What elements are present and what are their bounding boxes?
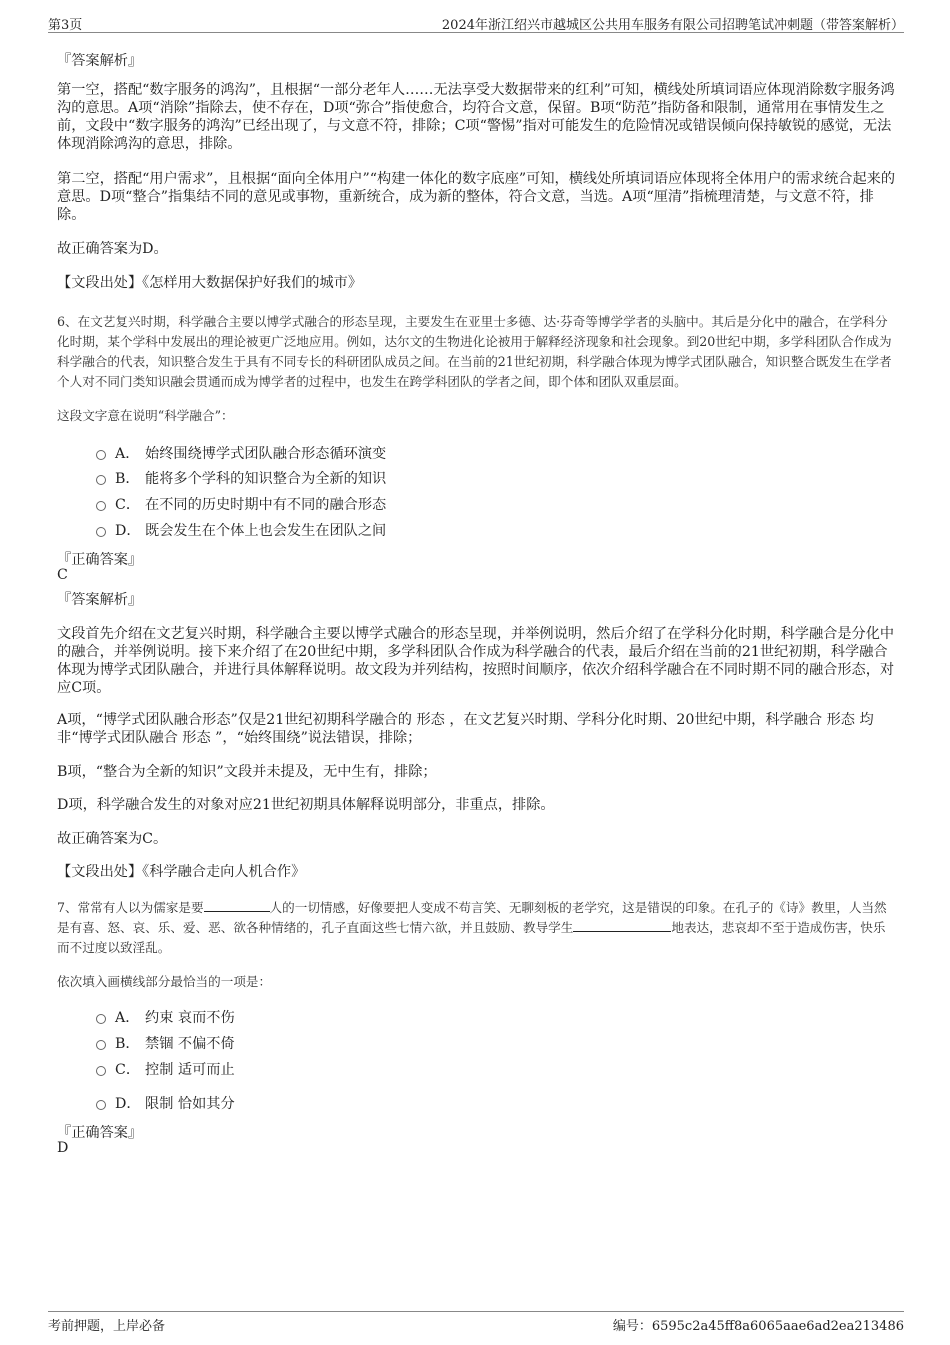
radio-icon[interactable] (96, 501, 106, 511)
q5-analysis-para2: 第二空，搭配“用户需求”，且根据“面向全体用户”“构建一体化的数字底座”可知，横线处所填词语应体现将全体用户的需求统合起来的意思。D项“整合”指集结不同的意见或事物，重新统合，成为新的整体，符合文意，当选。A项“厘清”指梳理清楚，与文意不符，排除。 (57, 171, 896, 223)
q6-analysis-para1: 文段首先介绍在文艺复兴时期，科学融合主要以博学式融合的形态呈现，并举例说明，然后介绍了在学科分化时期，科学融合是分化中的融合，并举例说明。接下来介绍了在20世纪中期，多学科团队合作成为科学融合的代表，最后介绍在当前的21世纪初期，科学融合体现为博学式团队融合，并进行具体解释说明。故文段为并列结构，按照时间顺序，依次介绍科学融合在不同时期不同的融合形态，对应C项。 (57, 626, 895, 696)
blank-1 (204, 899, 270, 912)
q5-analysis-para1: 第一空，搭配“数字服务的鸿沟”，且根据“一部分老年人……无法享受大数据带来的红利”可知，横线处所填词语应体现消除数字服务鸿沟的意思。A项“消除”指除去，使不存在，D项“弥合”指使愈合，均符合文意，保留。B项“防范”指防备和限制，通常用在事情发生之前，文段中“数字服务的鸿沟”已经出现了，与文意不符，排除；C项“警惕”指对可能发生的危险情况或错误倾向保持敏锐的感觉，无法体现消除鸿沟的意思，排除。 (57, 82, 895, 152)
q6-conclusion: 故正确答案为C。 (57, 831, 168, 847)
radio-icon[interactable] (96, 475, 106, 485)
q5-source-title: 《怎样用大数据保护好我们的城市》 (142, 275, 363, 291)
q5-source (57, 274, 897, 292)
q6-source-title: 《科学融合走向人机合作》 (142, 864, 306, 880)
q6-option-d[interactable]: D． 既会发生在个体上也会发生在团队之间 (96, 520, 386, 540)
q6-analysis-para4: D项，科学融合发生的对象对应21世纪初期具体解释说明部分，非重点，排除。 (57, 797, 555, 813)
q6-option-c[interactable]: C． 在不同的历史时期中有不同的融合形态 (96, 494, 386, 514)
q6-analysis-label: 『答案解析』 (57, 592, 143, 608)
q6-question: 这段文字意在说明“科学融合”： (57, 408, 234, 423)
radio-icon[interactable] (96, 1040, 106, 1050)
q7-stem: 7、常常有人以为儒家是要 人的一切情感，好像要把人变成不苟言笑、无聊刻板的老学究，这是错误的印象。在孔子的《诗》教里，人当然是有喜、怒、哀、乐、爱、恶、欲各种情绪的，孔子直面这些七情六欲，并且鼓励、教导学生 地表达，悲哀却不至于造成伤害，快乐而不过度以致淫乱。 (57, 900, 887, 955)
q7-option-b[interactable]: B． 禁锢 不偏不倚 (96, 1033, 235, 1053)
q6-option-a[interactable]: A． 始终围绕博学式团队融合形态循环演变 (96, 443, 386, 463)
radio-icon[interactable] (96, 1100, 106, 1110)
footer-serial: 编号：6595c2a45ff8a6065aae6ad2ea213486 (612, 1319, 904, 1334)
page-header (48, 12, 904, 33)
q5-conclusion: 故正确答案为D。 (57, 241, 168, 257)
blank-2 (573, 919, 671, 932)
q7-option-a[interactable]: A． 约束 哀而不伤 (96, 1007, 235, 1027)
document-title: 2024年浙江绍兴市越城区公共用车服务有限公司招聘笔试冲刺题（带答案解析） (441, 18, 904, 33)
q7-answer-label: 『正确答案』 (57, 1125, 143, 1141)
q6-analysis-para3: B项，“整合为全新的知识”文段并未提及，无中生有，排除； (57, 764, 437, 780)
q7-option-c[interactable]: C． 控制 适可而止 (96, 1059, 235, 1079)
radio-icon[interactable] (96, 527, 106, 537)
radio-icon[interactable] (96, 1066, 106, 1076)
footer-slogan: 考前押题，上岸必备 (48, 1319, 166, 1334)
q7-answer: D (57, 1140, 69, 1156)
page-footer (48, 1311, 904, 1334)
q6-analysis-para2: A项，“博学式团队融合形态”仅是21世纪初期科学融合的 形态 ，在文艺复兴时期、学科分化时期、20世纪中期，科学融合 形态 均非“博学式团队融合 形态 ”，“始终围绕”说法错误，排除； (57, 712, 874, 746)
q7-option-d[interactable]: D． 限制 恰如其分 (96, 1093, 235, 1113)
q6-stem: 6、在文艺复兴时期，科学融合主要以博学式融合的形态呈现，主要发生在亚里士多德、达·芬奇等博学学者的头脑中。其后是分化中的融合，在学科分化时期，某个学科中发展出的理论被更广泛地应用。例如，达尔文的生物进化论被用于解释经济现象和社会现象。到20世纪中期，多学科团队合作成为科学融合的代表，知识整合发生于具有不同专长的科研团队成员之间。在当前的21世纪初期，科学融合体现为博学式团队融合，知识整合既发生在学者个人对不同门类知识融会贯通而成为博学者的过程中，也发生在跨学科团队的学者之间，即个体和团队双重层面。 (57, 314, 892, 389)
q6-answer: C (57, 567, 68, 583)
radio-icon[interactable] (96, 450, 106, 460)
q6-source-label: 【文段出处】 (57, 864, 143, 880)
q5-analysis-label: 『答案解析』 (57, 53, 143, 69)
radio-icon[interactable] (96, 1014, 106, 1024)
q7-question: 依次填入画横线部分最恰当的一项是： (57, 974, 272, 989)
q5-source-label: 【文段出处】 (57, 275, 143, 291)
page-number: 第3页 (48, 18, 83, 33)
q6-option-b[interactable]: B． 能将多个学科的知识整合为全新的知识 (96, 468, 386, 488)
q6-answer-label: 『正确答案』 (57, 552, 143, 568)
q6-source (57, 863, 897, 881)
